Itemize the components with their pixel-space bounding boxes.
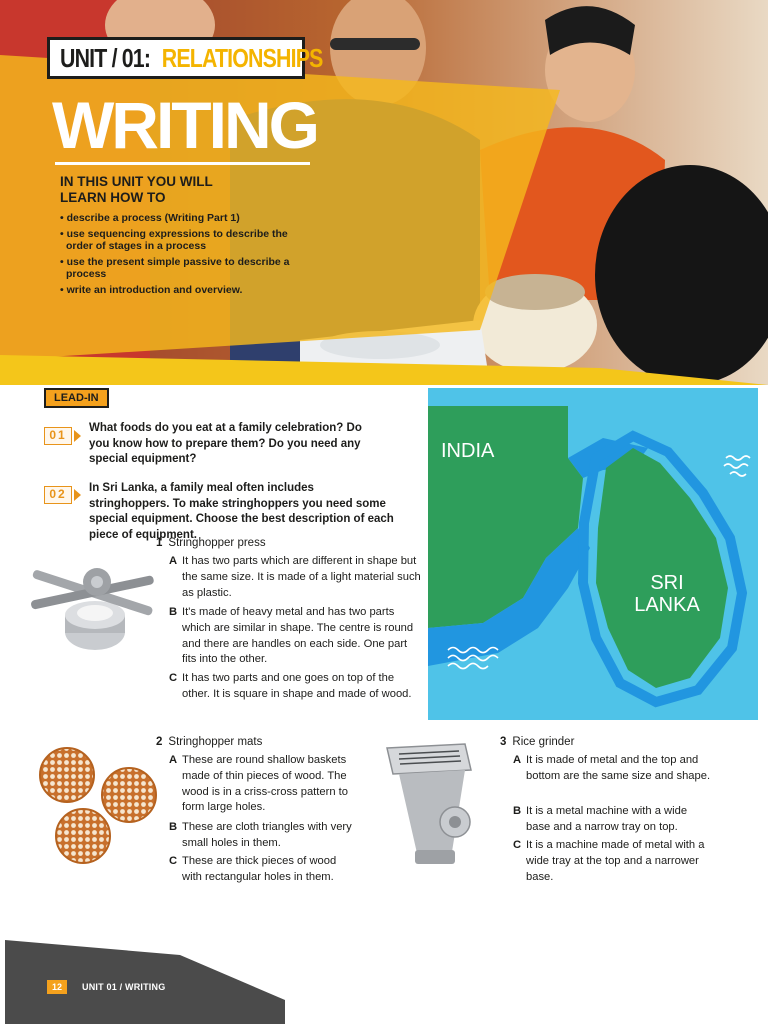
task-02-badge: 02 — [44, 486, 82, 504]
objective-item: • use sequencing expressions to describe the order of stages in a process — [60, 228, 290, 252]
question-3-option-b: B It is a metal machine with a wide base and a narrow tray on top. — [513, 805, 688, 833]
page-title: WRITING — [52, 88, 317, 162]
question-3-title: 3 Rice grinder — [500, 736, 575, 748]
stringhopper-mats-image — [35, 745, 165, 870]
unit-topic: RELATIONSHIPS — [161, 42, 323, 73]
unit-number: UNIT / 01: — [60, 42, 151, 73]
map-label-india: INDIA — [441, 440, 495, 462]
question-2-option-b: B These are cloth triangles with very small holes in them. — [169, 821, 352, 849]
task-02-text: In Sri Lanka, a family meal often includes stringhoppers. To make stringhoppers you need some special equipment. Choose the best description of each piece of equipment. — [89, 482, 394, 541]
question-1-option-c: C It has two parts and one goes on top of the other. It is square in shape and made of wood. — [169, 672, 412, 700]
objective-item: • describe a process (Writing Part 1) — [60, 212, 290, 224]
hero-banner — [0, 0, 768, 385]
objective-item: • use the present simple passive to describe a process — [60, 256, 290, 280]
title-divider — [55, 162, 310, 165]
lead-in-label: LEAD-IN — [44, 388, 109, 408]
map-label-sri-lanka: SRI LANKA — [634, 572, 700, 616]
rice-grinder-image — [385, 740, 475, 875]
learning-objectives-list — [60, 212, 290, 300]
unit-heading-box — [47, 37, 323, 79]
learn-heading: IN THIS UNIT YOU WILL LEARN HOW TO — [60, 174, 213, 205]
question-2-option-c: C These are thick pieces of wood with rectangular holes in them. — [169, 855, 337, 883]
page-number: 12 — [47, 980, 67, 994]
question-2-title: 2 Stringhopper mats — [156, 736, 263, 748]
footer-label: UNIT 01 / WRITING — [82, 982, 166, 992]
question-1-title: 1 Stringhopper press — [156, 537, 266, 549]
sri-lanka-map — [428, 388, 758, 720]
question-1-option-a: A It has two parts which are different in shape but the same size. It is made of a light material such as plastic. — [169, 555, 421, 599]
question-3-option-c: C It is a machine made of metal with a wide tray at the top and a narrower base. — [513, 839, 705, 883]
arrow-right-icon — [74, 489, 81, 501]
task-01-badge: 01 — [44, 427, 82, 445]
arrow-right-icon — [74, 430, 81, 442]
stringhopper-press-image — [25, 560, 160, 660]
objective-item: • write an introduction and overview. — [60, 284, 290, 296]
question-2-option-a: A These are round shallow baskets made of thin pieces of wood. The wood is in a criss-cross pattern to form large holes. — [169, 754, 349, 814]
task-01-text: What foods do you eat at a family celebration? Do you know how to prepare them? Do you need any special equipment? — [89, 422, 362, 465]
question-3-option-a: A It is made of metal and the top and bottom are the same size and shape. — [513, 754, 711, 782]
question-1-option-b: B It's made of heavy metal and has two parts which are similar in shape. The centre is round and there are handles on each side. One part fits into the other. — [169, 606, 414, 666]
